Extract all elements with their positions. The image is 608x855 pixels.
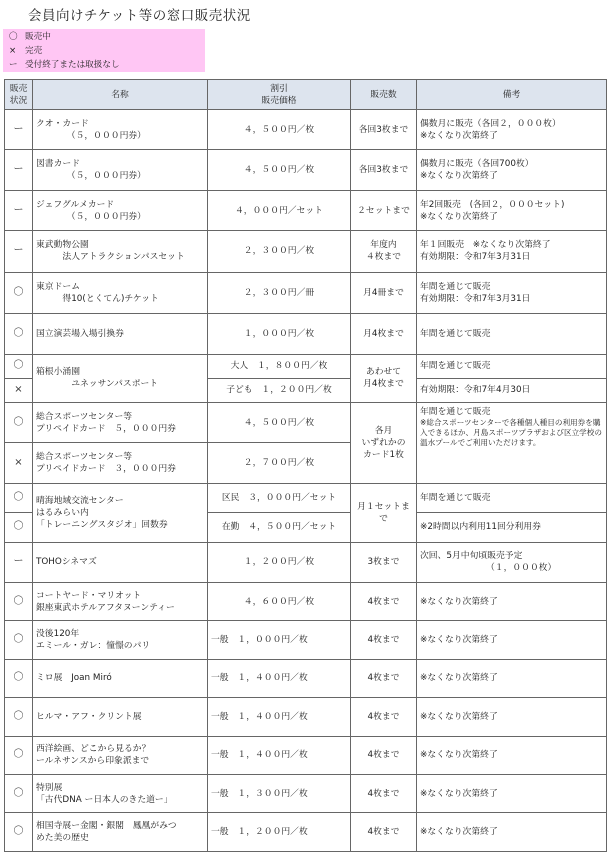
status-cell: ー bbox=[5, 190, 33, 230]
status-cell: 〇 bbox=[5, 736, 33, 774]
status-cell: 〇 bbox=[5, 813, 33, 852]
header-status: 販売 状況 bbox=[5, 80, 33, 110]
status-cell: 〇 bbox=[5, 354, 33, 378]
name-cell: TOHOシネマズ bbox=[33, 542, 208, 582]
status-cell: 〇 bbox=[5, 774, 33, 812]
notes-cell: ※なくなり次第終了 bbox=[417, 582, 607, 620]
table-row bbox=[5, 314, 607, 354]
table-row bbox=[5, 736, 607, 774]
name-cell: コートヤード・マリオット 銀座東武ホテルアフタヌーンティー bbox=[33, 582, 208, 620]
table-row bbox=[5, 582, 607, 620]
name-cell: クオ・カード （５，０００円券） bbox=[33, 110, 208, 150]
status-cell: 〇 bbox=[5, 314, 33, 354]
table-row bbox=[5, 483, 607, 512]
status-cell: 〇 bbox=[5, 272, 33, 313]
table-row bbox=[5, 774, 607, 812]
header-count: 販売数 bbox=[351, 80, 417, 110]
notes-cell: 有効期限：令和7年4月30日 bbox=[417, 378, 607, 402]
status-cell: × bbox=[5, 378, 33, 402]
name-cell: 箱根小涌園 ユネッサンパスポート bbox=[33, 354, 208, 403]
table-row bbox=[5, 272, 607, 313]
price-cell: ４，５００円／枚 bbox=[208, 110, 351, 150]
count-cell: 4枚まで bbox=[351, 774, 417, 812]
name-cell: 没後120年 エミール・ガレ：憧憬のパリ bbox=[33, 621, 208, 659]
count-cell: 月4枚まで bbox=[351, 314, 417, 354]
price-cell: 一般 １，４００円／枚 bbox=[208, 698, 351, 736]
count-cell: あわせて 月4枚まで bbox=[351, 354, 417, 403]
table-row bbox=[5, 354, 607, 378]
price-cell: 在勤 ４，５００円／セット bbox=[208, 513, 351, 542]
count-cell: 3枚まで bbox=[351, 542, 417, 582]
notes-cell: ※なくなり次第終了 bbox=[417, 813, 607, 852]
price-cell: １，２００円／枚 bbox=[208, 542, 351, 582]
name-cell: 図書カード （５，０００円券） bbox=[33, 150, 208, 190]
count-cell: 4枚まで bbox=[351, 582, 417, 620]
count-cell: 各回3枚まで bbox=[351, 110, 417, 150]
notes-cell: ※なくなり次第終了 bbox=[417, 774, 607, 812]
notes-cell: 年間を通じて販売 ※総合スポーツセンターで各種個人種目の利用券を購入できるほか、月島スポーツプラザおよび区立学校の温水プールでご利用いただけます。 bbox=[417, 403, 607, 484]
price-cell: 大人 １，８００円／枚 bbox=[208, 354, 351, 378]
name-cell: 総合スポーツセンター等 プリペイドカード ５，０００円券 bbox=[33, 403, 208, 443]
price-cell: １，０００円／枚 bbox=[208, 314, 351, 354]
table-row bbox=[5, 231, 607, 272]
count-cell: 月１セットまで bbox=[351, 483, 417, 542]
legend-item-closed: ー 受付終了または取扱なし bbox=[9, 60, 120, 70]
name-cell: 東京ドーム 得10(とくてん)チケット bbox=[33, 272, 208, 313]
legend-item-sold-out: × 完売 bbox=[9, 46, 43, 56]
count-cell: 月4冊まで bbox=[351, 272, 417, 313]
price-cell: ２，３００円／枚 bbox=[208, 231, 351, 272]
table-row bbox=[5, 621, 607, 659]
status-cell: × bbox=[5, 443, 33, 483]
status-cell: 〇 bbox=[5, 483, 33, 512]
price-cell: ４，０００円／セット bbox=[208, 190, 351, 230]
status-cell: 〇 bbox=[5, 659, 33, 697]
status-cell: 〇 bbox=[5, 403, 33, 443]
name-cell: 西洋絵画、どこから見るか？ ールネサンスから印象派まで bbox=[33, 736, 208, 774]
legend-box bbox=[3, 29, 205, 72]
notes-cell: 年2回販売 (各回２，０００セット) ※なくなり次第終了 bbox=[417, 190, 607, 230]
price-cell: ４，５００円／枚 bbox=[208, 150, 351, 190]
notes-cell: ※なくなり次第終了 bbox=[417, 621, 607, 659]
name-cell: 晴海地域交流センター はるみらい内 「トレーニングスタジオ」回数券 bbox=[33, 483, 208, 542]
table-row bbox=[5, 542, 607, 582]
price-cell: 一般 １，２００円／枚 bbox=[208, 813, 351, 852]
count-cell: 各回3枚まで bbox=[351, 150, 417, 190]
notes-cell: 偶数月に販売（各回700枚） ※なくなり次第終了 bbox=[417, 150, 607, 190]
name-cell: ミロ展 Joan Miró bbox=[33, 659, 208, 697]
name-cell: 相国寺展ー金閣・銀閣 鳳凰がみつ めた美の歴史 bbox=[33, 813, 208, 852]
price-cell: 子ども １，２００円／枚 bbox=[208, 378, 351, 402]
name-cell: 国立演芸場入場引換券 bbox=[33, 314, 208, 354]
notes-cell: ※なくなり次第終了 bbox=[417, 659, 607, 697]
name-cell: 特別展 「古代DNA ー日本人のきた道ー」 bbox=[33, 774, 208, 812]
notes-cell: ※2時間以内利用11回分利用券 bbox=[417, 513, 607, 542]
status-cell: ー bbox=[5, 110, 33, 150]
table-row bbox=[5, 403, 607, 443]
table-row bbox=[5, 150, 607, 190]
price-cell: ２，３００円／冊 bbox=[208, 272, 351, 313]
status-cell: ー bbox=[5, 150, 33, 190]
status-cell: 〇 bbox=[5, 582, 33, 620]
price-cell: 一般 １，３００円／枚 bbox=[208, 774, 351, 812]
price-cell: 一般 １，０００円／枚 bbox=[208, 621, 351, 659]
table-row bbox=[5, 813, 607, 852]
notes-cell: ※なくなり次第終了 bbox=[417, 736, 607, 774]
header-notes: 備考 bbox=[417, 80, 607, 110]
count-cell: 4枚まで bbox=[351, 698, 417, 736]
count-cell: 4枚まで bbox=[351, 659, 417, 697]
notes-cell: ※なくなり次第終了 bbox=[417, 698, 607, 736]
count-cell: 各月 いずれかの カード1枚 bbox=[351, 403, 417, 484]
header-name: 名称 bbox=[33, 80, 208, 110]
notes-cell: 年間を通じて販売 bbox=[417, 314, 607, 354]
name-cell: ジェフグルメカード （５，０００円券） bbox=[33, 190, 208, 230]
notes-cell: 年間を通じて販売 bbox=[417, 354, 607, 378]
notes-cell: 年間を通じて販売 有効期限：令和7年3月31日 bbox=[417, 272, 607, 313]
price-cell: 一般 １，４００円／枚 bbox=[208, 736, 351, 774]
count-cell: ２セットまで bbox=[351, 190, 417, 230]
notes-cell: 偶数月に販売（各回２，０００枚） ※なくなり次第終了 bbox=[417, 110, 607, 150]
price-cell: ２，７００円／枚 bbox=[208, 443, 351, 483]
status-cell: 〇 bbox=[5, 513, 33, 542]
name-cell: 東武動物公園 法人アトラクションパスセット bbox=[33, 231, 208, 272]
table-row bbox=[5, 659, 607, 697]
notes-cell: 次回、5月中旬頃販売予定 （１，０００枚） bbox=[417, 542, 607, 582]
header-price: 割引 販売価格 bbox=[208, 80, 351, 110]
price-cell: 区民 ３，０００円／セット bbox=[208, 483, 351, 512]
legend-item-on-sale: 〇 販売中 bbox=[9, 32, 51, 42]
count-cell: 4枚まで bbox=[351, 621, 417, 659]
notes-cell: 年間を通じて販売 bbox=[417, 483, 607, 512]
ticket-table bbox=[4, 79, 607, 852]
table-row bbox=[5, 698, 607, 736]
page-title: 会員向けチケット等の窓口販売状況 bbox=[28, 8, 251, 24]
name-cell: ヒルマ・アフ・クリント展 bbox=[33, 698, 208, 736]
price-cell: 一般 １，４００円／枚 bbox=[208, 659, 351, 697]
price-cell: ４，６００円／枚 bbox=[208, 582, 351, 620]
count-cell: 年度内 ４枚まで bbox=[351, 231, 417, 272]
notes-cell: 年１回販売 ※なくなり次第終了 有効期限：令和7年3月31日 bbox=[417, 231, 607, 272]
count-cell: 4枚まで bbox=[351, 813, 417, 852]
name-cell: 総合スポーツセンター等 プリペイドカード ３，０００円券 bbox=[33, 443, 208, 483]
status-cell: ー bbox=[5, 231, 33, 272]
table-row bbox=[5, 190, 607, 230]
status-cell: ー bbox=[5, 542, 33, 582]
price-cell: ４，５００円／枚 bbox=[208, 403, 351, 443]
count-cell: 4枚まで bbox=[351, 736, 417, 774]
status-cell: 〇 bbox=[5, 621, 33, 659]
table-row bbox=[5, 110, 607, 150]
status-cell: 〇 bbox=[5, 698, 33, 736]
